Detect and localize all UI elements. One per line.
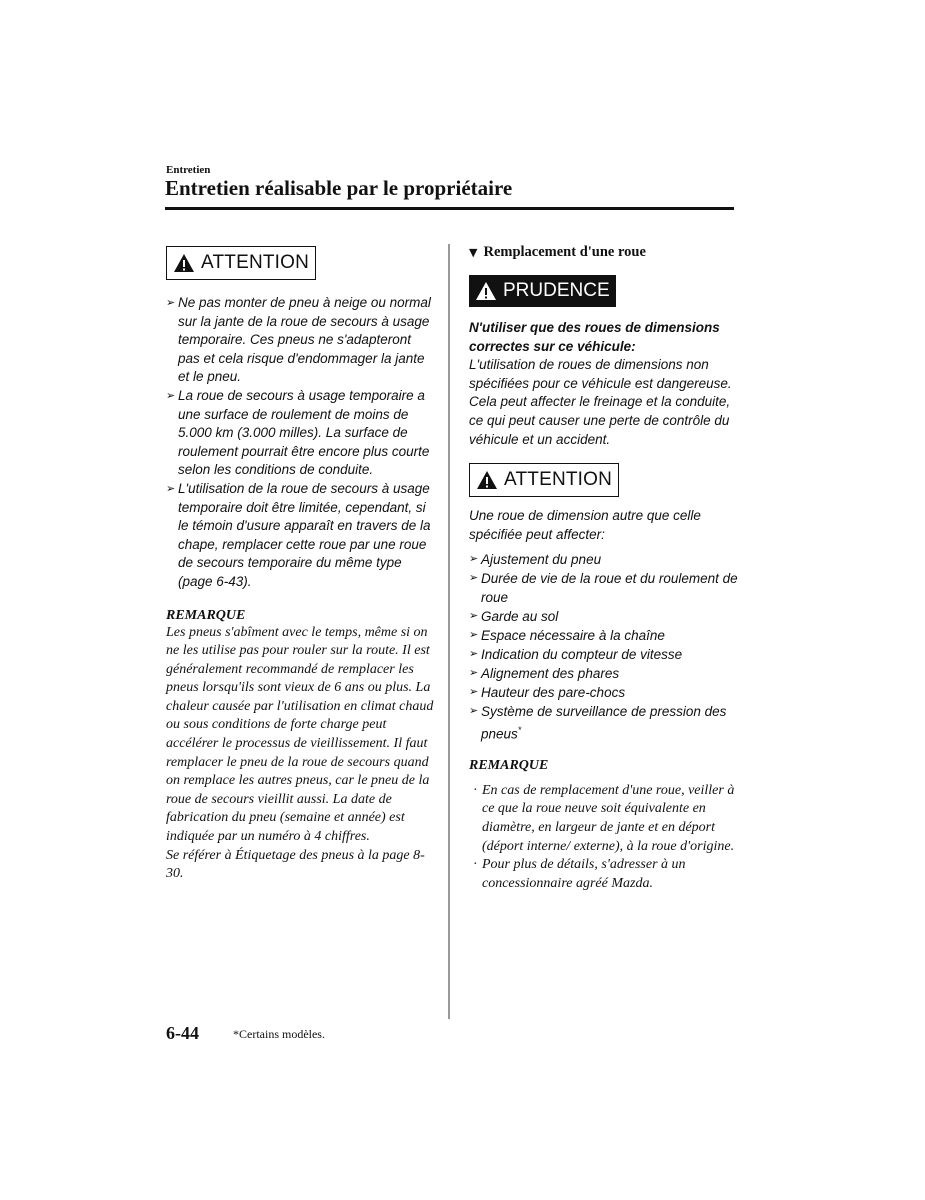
list-item: · Pour plus de détails, s'adresser à un concessionnaire agréé Mazda. [473,857,686,891]
chevron-right-icon: ➢ [166,297,176,309]
right-column [469,244,739,893]
prudence-heading: N'utiliser que des roues de dimensions correctes sur ce véhicule: [469,320,720,354]
chevron-right-icon: ➢ [166,389,176,402]
list-item: ➢ La roue de secours à usage temporaire a une surface de roulement de moins de 5.000 km (3.000 milles). La surface de roulement pourrait être encore plus courte selon les conditions de conduite. [166,387,430,478]
chevron-right-icon: ➢ [469,553,479,566]
title-divider [165,207,734,210]
list-item: ➢ Ne pas monter de pneu à neige ou normal sur la jante de la roue de secours à usage temporaire. Ces pneus ne s'adapteront pas et cela risque d'endommager la jante et le pneu. [166,295,431,385]
list-item: ➢ Espace nécessaire à la chaîne [469,628,665,644]
bullet-dot-icon: · [473,857,478,873]
warning-triangle-icon [475,281,497,301]
subheading: ▼ Remplacement d'une roue [469,244,646,260]
attention-label: ATTENTION [504,469,613,491]
page-number: 6-44 [166,1023,199,1043]
list-item: ➢ Alignement des phares [469,666,620,682]
warning-triangle-icon [476,470,498,490]
prudence-label: PRUDENCE [503,280,610,301]
remark-title: REMARQUE [166,607,246,623]
left-column [166,246,434,884]
prudence-box [469,275,616,307]
list-item: ➢ Garde au sol [469,609,559,625]
remark-title: REMARQUE [469,757,549,773]
page-title: Entretien réalisable par le propriétaire [165,176,513,200]
remark-reference: Se référer à Étiquetage des pneus à la page 8-30. [166,847,425,882]
remark-text: Les pneus s'abîment avec le temps, même si on ne les utilise pas pour rouler sur la route. Il est généralement recommandé de remplacer les pneus lorsqu'ils sont vieux de 6 ans ou plus. La chaleur causée par l'utilisation en climat chaud ou sous conditions de forte charge peut accélérer le processus de vieillissement. Il faut remplacer le pneu de la roue de secours quand on remplace les autres pneus, car le pneu de la roue de secours vieillit aussi. La date de fabrication du pneu (semaine et année) est indiquée par un numéro à 4 chiffres. [166,624,434,845]
list-item: ➢ Hauteur des pare-chocs [469,685,626,701]
footnote-marker: * [517,725,522,736]
chevron-right-icon: ➢ [166,482,176,495]
attention-list [166,294,434,592]
attention-box [469,463,619,497]
chevron-right-icon: ➢ [469,705,479,718]
attention-list [469,550,739,744]
attention-label: ATTENTION [201,252,310,273]
list-item: ➢ L'utilisation de la roue de secours à usage temporaire doit être limitée, cependant, si le témoin d'usure apparaît en travers de la chape, remplacer cette roue par une roue de secours temporaire du même type (page 6-43). [166,480,431,589]
warning-triangle-icon [173,253,195,273]
attention-intro: Une roue de dimension autre que celle spécifiée peut affecter: [469,508,701,542]
chevron-right-icon: ➢ [469,667,479,680]
section-label: Entretien [166,164,211,176]
chevron-right-icon: ➢ [469,610,479,623]
prudence-text: L'utilisation de roues de dimensions non spécifiées pour ce véhicule est dangereuse. Cela peut affecter le freinage et la conduite, ce qui peut causer une perte de contrôle du véhicule et un accident. [469,357,732,447]
chevron-right-icon: ➢ [469,572,479,585]
triangle-down-icon: ▼ [469,246,478,259]
chevron-right-icon: ➢ [469,648,479,661]
list-item: ➢ Indication du compteur de vitesse [469,647,683,663]
column-divider [448,244,450,1019]
remark-list [469,782,739,894]
list-item: ➢ Système de surveillance de pression des pneus* [469,704,727,742]
list-item: · En cas de remplacement d'une roue, veiller à ce que la roue neuve soit équivalente en diamètre, en largeur de jante et en déport (déport interne/ externe), à la roue d'origine. [473,782,735,854]
list-item: ➢ Ajustement du pneu [469,552,602,568]
chevron-right-icon: ➢ [469,686,479,699]
footnote: *Certains modèles. [233,1027,325,1041]
attention-box [166,246,316,280]
chevron-right-icon: ➢ [469,629,479,642]
bullet-dot-icon: · [473,782,478,798]
list-item: ➢ Durée de vie de la roue et du roulement de roue [469,571,738,606]
